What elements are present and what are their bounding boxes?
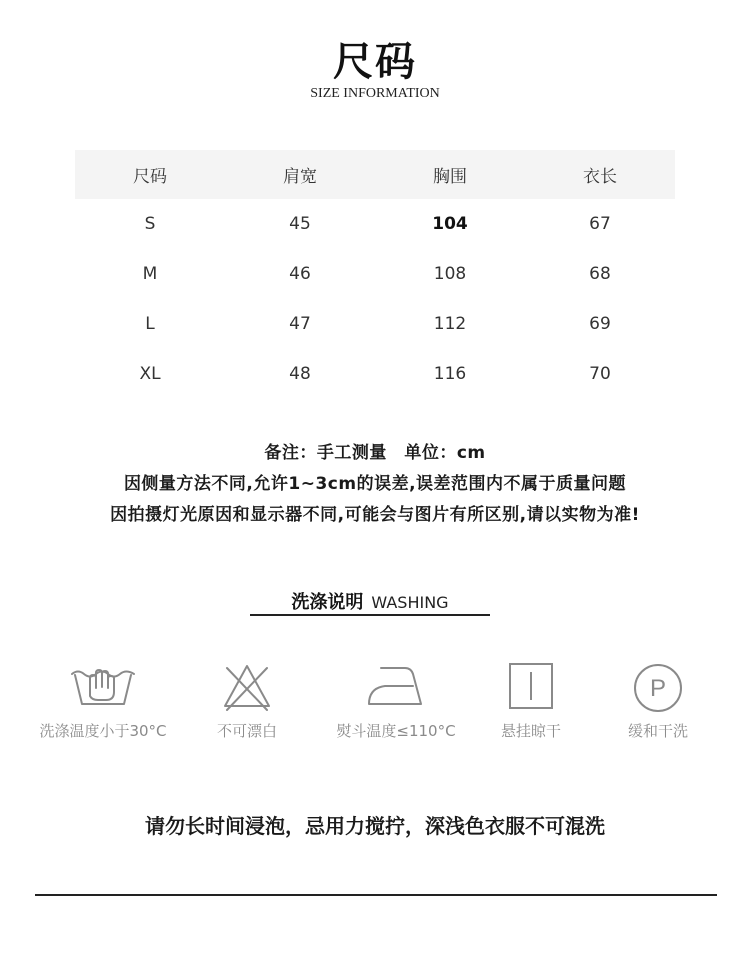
page-subtitle: SIZE INFORMATION [310,86,440,101]
care-item-no-bleach [162,660,332,741]
washing-underline [250,614,490,616]
iron-icon [361,660,431,714]
care-label: 缓和干洗 [627,722,688,740]
dry-clean-icon [628,660,688,714]
table-cell: S [144,214,156,234]
hang-dry-icon [501,660,561,714]
care-label: 洗涤温度小于30°C [39,722,167,740]
care-label: 不可漂白 [216,722,277,740]
table-row [75,249,675,299]
note-line: 备注：手工测量 单位：cm [264,443,486,463]
table-cell: 47 [289,314,311,334]
table-row [75,199,675,249]
table-cell: 112 [433,314,467,334]
hand-wash-icon [68,660,138,714]
column-header: 肩宽 [283,167,317,187]
table-cell: 108 [433,264,467,284]
table-cell: 67 [589,214,611,234]
page-title: 尺码 [333,39,417,85]
table-cell: 48 [289,364,311,384]
table-row [75,349,675,399]
size-table [75,150,675,399]
care-label: 悬挂晾干 [500,722,561,740]
column-header: 胸围 [433,167,467,187]
note-line: 因侧量方法不同,允许1~3cm的误差,误差范围内不属于质量问题 [123,474,627,494]
washing-title: 洗涤说明 [291,592,364,613]
table-cell: XL [139,364,161,384]
care-label: 熨斗温度≤110°C [336,722,456,740]
washing-warning: 请勿长时间浸泡，忌用力搅拧，深浅色衣服不可混洗 [145,814,605,838]
column-header: 尺码 [133,167,167,187]
care-item-dry-clean [573,660,743,741]
note-line: 因拍摄灯光原因和显示器不同,可能会与图片有所区别,请以实物为准! [110,505,640,525]
table-row [75,299,675,349]
table-cell: 116 [433,364,467,384]
table-cell: 104 [432,214,468,234]
table-cell: M [142,264,158,284]
notes-block [0,438,750,531]
no-bleach-icon [217,660,277,714]
table-cell: 69 [589,314,611,334]
table-header-row [75,150,675,199]
table-cell: 46 [289,264,311,284]
bottom-divider [35,894,717,896]
table-cell: 45 [289,214,311,234]
table-cell: 70 [589,364,611,384]
svg-text:P: P [649,675,667,702]
table-cell: 68 [589,264,611,284]
washing-heading [250,588,490,614]
washing-title-en: WASHING [371,593,449,612]
table-cell: L [145,314,155,334]
column-header: 衣长 [583,167,617,187]
